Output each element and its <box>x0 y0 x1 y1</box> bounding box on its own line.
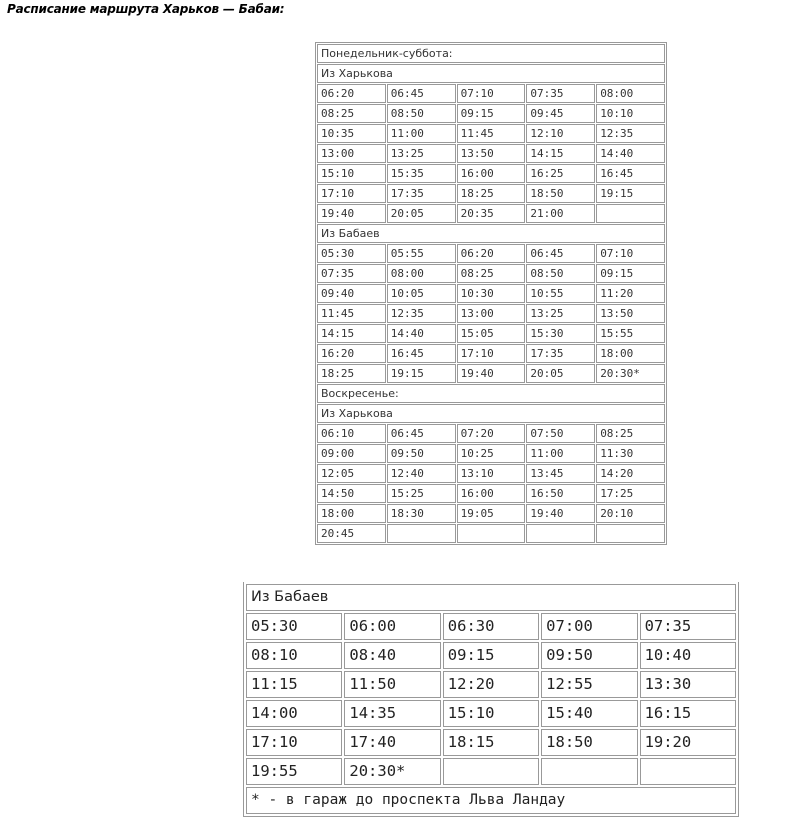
departure-time-cell: 18:50 <box>541 729 637 756</box>
departure-time-cell: 19:05 <box>457 504 526 523</box>
departure-time-cell: 09:50 <box>541 642 637 669</box>
table-row <box>246 613 736 640</box>
departure-time-cell: 12:35 <box>596 124 665 143</box>
schedule-table-sunday-from-babai <box>243 582 739 817</box>
departure-time-cell: 15:10 <box>317 164 386 183</box>
table-row <box>317 484 665 503</box>
departure-time-cell: 07:35 <box>526 84 595 103</box>
departure-time-cell: 15:10 <box>443 700 539 727</box>
departure-time-cell: 20:05 <box>387 204 456 223</box>
departure-time-cell: 16:15 <box>640 700 736 727</box>
departure-time-cell: 05:55 <box>387 244 456 263</box>
departure-time-cell: 06:45 <box>387 424 456 443</box>
departure-time-cell: 13:45 <box>526 464 595 483</box>
departure-time-cell <box>457 524 526 543</box>
departure-time-cell: 10:30 <box>457 284 526 303</box>
departure-time-cell: 08:25 <box>457 264 526 283</box>
departure-time-cell: 17:10 <box>457 344 526 363</box>
departure-time-cell: 07:20 <box>457 424 526 443</box>
departure-time-cell: 08:00 <box>596 84 665 103</box>
departure-time-cell: 14:40 <box>596 144 665 163</box>
departure-time-cell: 13:00 <box>317 144 386 163</box>
direction-from-babai-label-row <box>317 224 665 243</box>
departure-time-cell: 08:50 <box>526 264 595 283</box>
departure-time-cell: 11:30 <box>596 444 665 463</box>
table-row <box>317 504 665 523</box>
table-row <box>317 164 665 183</box>
departure-time-cell: 11:15 <box>246 671 342 698</box>
table-row <box>317 444 665 463</box>
table-row <box>317 424 665 443</box>
departure-time-cell: 08:50 <box>387 104 456 123</box>
departure-time-cell: 15:30 <box>526 324 595 343</box>
departure-time-cell: 12:35 <box>387 304 456 323</box>
departure-time-cell: 13:25 <box>526 304 595 323</box>
departure-time-cell: 15:55 <box>596 324 665 343</box>
departure-time-cell: 17:35 <box>387 184 456 203</box>
departure-time-cell: 20:10 <box>596 504 665 523</box>
departure-time-cell: 13:25 <box>387 144 456 163</box>
table-row <box>317 264 665 283</box>
direction-from-kharkov-label-row <box>317 404 665 423</box>
table-row <box>317 284 665 303</box>
departure-time-cell: 09:50 <box>387 444 456 463</box>
departure-time-cell: 16:00 <box>457 164 526 183</box>
table-row <box>246 700 736 727</box>
departure-time-cell: 08:25 <box>596 424 665 443</box>
departure-time-cell: 09:45 <box>526 104 595 123</box>
departure-time-cell: 14:20 <box>596 464 665 483</box>
departure-time-cell: 09:00 <box>317 444 386 463</box>
departure-time-cell: 07:50 <box>526 424 595 443</box>
departure-time-cell: 08:10 <box>246 642 342 669</box>
departure-time-cell: 10:35 <box>317 124 386 143</box>
departure-time-cell: 11:00 <box>526 444 595 463</box>
departure-time-cell: 11:00 <box>387 124 456 143</box>
departure-time-cell <box>387 524 456 543</box>
departure-time-cell: 14:15 <box>526 144 595 163</box>
departure-time-cell: 19:40 <box>457 364 526 383</box>
table-row <box>317 344 665 363</box>
weekdays-heading-row <box>317 44 665 63</box>
table-row <box>317 84 665 103</box>
table-row <box>317 244 665 263</box>
departure-time-cell: 19:40 <box>317 204 386 223</box>
direction-from-kharkov-label: Из Харькова <box>317 404 665 423</box>
departure-time-cell: 10:05 <box>387 284 456 303</box>
table-row <box>317 124 665 143</box>
departure-time-cell: 09:15 <box>457 104 526 123</box>
departure-time-cell: 10:10 <box>596 104 665 123</box>
schedule-table-weekdays <box>315 42 667 545</box>
departure-time-cell: 11:45 <box>317 304 386 323</box>
departure-time-cell <box>541 758 637 785</box>
direction-from-babai-label-row <box>246 584 736 611</box>
departure-time-cell: 13:30 <box>640 671 736 698</box>
table-row <box>317 304 665 323</box>
departure-time-cell: 17:10 <box>317 184 386 203</box>
departure-time-cell: 10:55 <box>526 284 595 303</box>
departure-time-cell: 08:25 <box>317 104 386 123</box>
departure-time-cell: 17:35 <box>526 344 595 363</box>
direction-from-babai-label: Из Бабаев <box>246 584 736 611</box>
departure-time-cell: 06:30 <box>443 613 539 640</box>
departure-time-cell: 07:00 <box>541 613 637 640</box>
departure-time-cell: 15:25 <box>387 484 456 503</box>
departure-time-cell: 20:05 <box>526 364 595 383</box>
departure-time-cell: 07:35 <box>317 264 386 283</box>
departure-time-cell: 19:55 <box>246 758 342 785</box>
table-row <box>317 184 665 203</box>
table-row <box>246 758 736 785</box>
departure-time-cell: 11:45 <box>457 124 526 143</box>
departure-time-cell: 18:15 <box>443 729 539 756</box>
table-row <box>246 642 736 669</box>
table-row <box>317 104 665 123</box>
departure-time-cell: 13:50 <box>457 144 526 163</box>
table-row <box>317 144 665 163</box>
departure-time-cell: 07:10 <box>596 244 665 263</box>
departure-time-cell: 14:35 <box>344 700 440 727</box>
footnote-row <box>246 787 736 814</box>
departure-time-cell: 15:35 <box>387 164 456 183</box>
departure-time-cell: 14:15 <box>317 324 386 343</box>
departure-time-cell: 09:15 <box>596 264 665 283</box>
table-row <box>317 464 665 483</box>
departure-time-cell: 19:15 <box>387 364 456 383</box>
departure-time-cell: 14:00 <box>246 700 342 727</box>
direction-from-kharkov-label: Из Харькова <box>317 64 665 83</box>
departure-time-cell: 12:55 <box>541 671 637 698</box>
departure-time-cell <box>443 758 539 785</box>
departure-time-cell: 14:40 <box>387 324 456 343</box>
departure-time-cell: 18:25 <box>457 184 526 203</box>
departure-time-cell: 10:25 <box>457 444 526 463</box>
departure-time-cell: 17:40 <box>344 729 440 756</box>
departure-time-cell: 12:05 <box>317 464 386 483</box>
departure-time-cell: 16:50 <box>526 484 595 503</box>
departure-time-cell: 16:45 <box>596 164 665 183</box>
departure-time-cell: 13:00 <box>457 304 526 323</box>
departure-time-cell: 06:00 <box>344 613 440 640</box>
departure-time-cell: 12:10 <box>526 124 595 143</box>
departure-time-cell: 20:35 <box>457 204 526 223</box>
departure-time-cell: 07:10 <box>457 84 526 103</box>
departure-time-cell: 17:10 <box>246 729 342 756</box>
departure-time-cell <box>526 524 595 543</box>
sunday-heading-row <box>317 384 665 403</box>
weekdays-heading: Понедельник-суббота: <box>317 44 665 63</box>
departure-time-cell: 18:25 <box>317 364 386 383</box>
departure-time-cell: 12:20 <box>443 671 539 698</box>
footnote: * - в гараж до проспекта Льва Ландау <box>246 787 736 814</box>
table-row <box>246 671 736 698</box>
departure-time-cell: 15:05 <box>457 324 526 343</box>
departure-time-cell: 20:30* <box>344 758 440 785</box>
departure-time-cell: 16:25 <box>526 164 595 183</box>
departure-time-cell: 15:40 <box>541 700 637 727</box>
departure-time-cell: 05:30 <box>246 613 342 640</box>
departure-time-cell: 06:45 <box>526 244 595 263</box>
table-row <box>317 324 665 343</box>
departure-time-cell: 08:40 <box>344 642 440 669</box>
departure-time-cell: 14:50 <box>317 484 386 503</box>
departure-time-cell: 16:20 <box>317 344 386 363</box>
sunday-heading: Воскресенье: <box>317 384 665 403</box>
departure-time-cell: 18:00 <box>317 504 386 523</box>
table-row <box>317 204 665 223</box>
departure-time-cell: 12:40 <box>387 464 456 483</box>
departure-time-cell: 11:20 <box>596 284 665 303</box>
departure-time-cell: 17:25 <box>596 484 665 503</box>
departure-time-cell <box>596 204 665 223</box>
page-title: Расписание маршрута Харьков — Бабаи: <box>7 2 285 16</box>
departure-time-cell: 19:40 <box>526 504 595 523</box>
departure-time-cell: 08:00 <box>387 264 456 283</box>
departure-time-cell: 05:30 <box>317 244 386 263</box>
departure-time-cell <box>640 758 736 785</box>
table-row <box>246 729 736 756</box>
table-row <box>317 364 665 383</box>
departure-time-cell: 18:30 <box>387 504 456 523</box>
departure-time-cell: 18:00 <box>596 344 665 363</box>
departure-time-cell: 06:10 <box>317 424 386 443</box>
departure-time-cell: 16:00 <box>457 484 526 503</box>
departure-time-cell: 18:50 <box>526 184 595 203</box>
departure-time-cell: 20:45 <box>317 524 386 543</box>
departure-time-cell: 10:40 <box>640 642 736 669</box>
departure-time-cell: 20:30* <box>596 364 665 383</box>
direction-from-kharkov-label-row <box>317 64 665 83</box>
table-row <box>317 524 665 543</box>
departure-time-cell: 13:10 <box>457 464 526 483</box>
departure-time-cell: 19:20 <box>640 729 736 756</box>
departure-time-cell: 06:20 <box>317 84 386 103</box>
departure-time-cell: 07:35 <box>640 613 736 640</box>
direction-from-babai-label: Из Бабаев <box>317 224 665 243</box>
departure-time-cell: 09:15 <box>443 642 539 669</box>
departure-time-cell <box>596 524 665 543</box>
departure-time-cell: 21:00 <box>526 204 595 223</box>
departure-time-cell: 16:45 <box>387 344 456 363</box>
departure-time-cell: 11:50 <box>344 671 440 698</box>
departure-time-cell: 19:15 <box>596 184 665 203</box>
departure-time-cell: 06:45 <box>387 84 456 103</box>
departure-time-cell: 09:40 <box>317 284 386 303</box>
departure-time-cell: 06:20 <box>457 244 526 263</box>
departure-time-cell: 13:50 <box>596 304 665 323</box>
